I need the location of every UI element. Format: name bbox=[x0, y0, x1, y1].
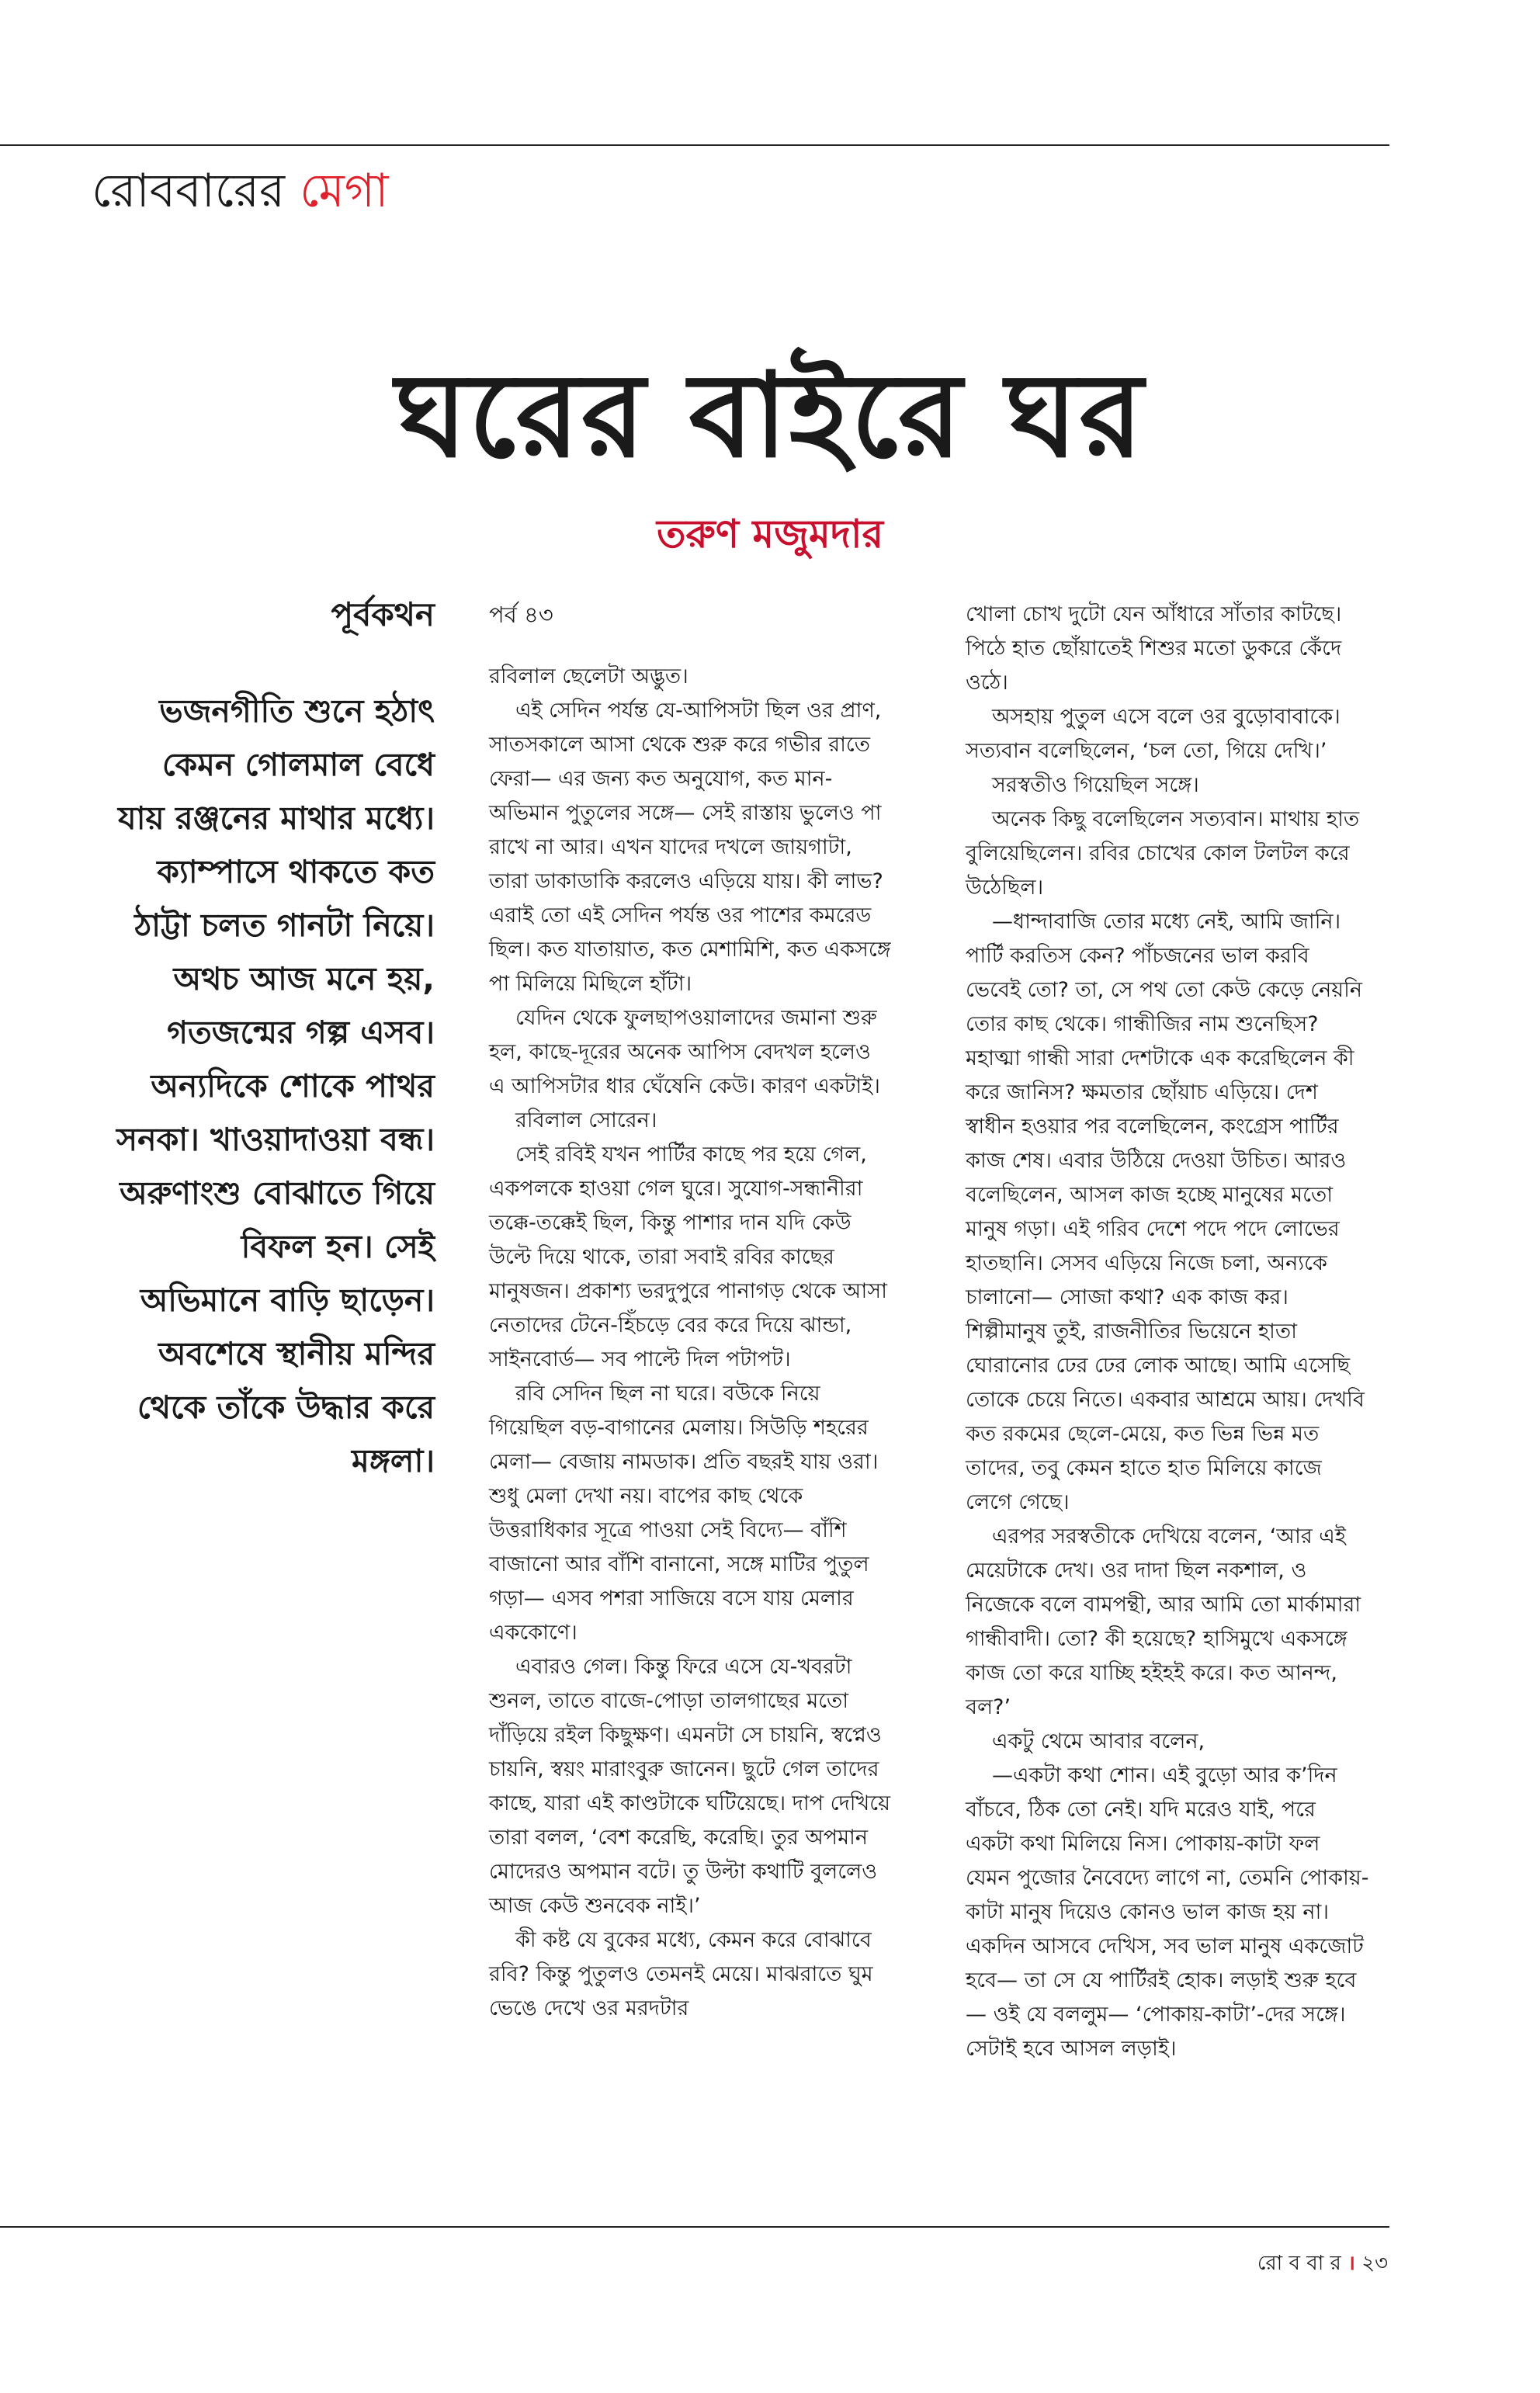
author-byline: তরুণ মজুমদার bbox=[656, 512, 884, 557]
paragraph: —ধান্দাবাজি তোর মধ্যে নেই, আমি জানি। পার্টি করতিস কেন? পাঁচজনের ভাল করবি ভেবেই তো? তা, সে পথ তো কেউ কেড়ে নেয়নি তোর কাছ থেকে। গান্ধীজির নাম শুনেছিস? মহাত্মা গান্ধী সারা দেশটাকে এক করেছিলেন কী করে জানিস? ক্ষমতার ছোঁয়াচ এড়িয়ে। দেশ স্বাধীন হওয়ার পর বলেছিলেন, কংগ্রেস পার্টির কাজ শেষ। এবার উঠিয়ে দেওয়া উচিত। আরও বলেছিলেন, আসল কাজ হচ্ছে মানুষের মতো মানুষ গড়া। এই গরিব দেশে পদে পদে লোভের হাতছানি। সেসব এড়িয়ে নিজে চলা, অন্যকে চালানো— সোজা কথা? এক কাজ কর। শিল্পীমানুষ তুই, রাজনীতির ভিয়েনে হাতা ঘোরানোর ঢের ঢের লোক আছে। আমি এসেছি তোকে চেয়ে নিতে। একবার আশ্রমে আয়। দেখবি কত রকমের ছেলে-মেয়ে, কত ভিন্ন ভিন্ন মত তাদের, তবু কেমন হাতে হাত মিলিয়ে কাজে লেগে গেছে। bbox=[966, 910, 1365, 1514]
bottom-rule bbox=[0, 2226, 1389, 2228]
masthead-main: রোববারের bbox=[92, 164, 286, 218]
article-column-middle bbox=[489, 598, 893, 2026]
paragraph: যেদিন থেকে ফুলছাপওয়ালাদের জমানা শুরু হল, কাছে-দূরের অনেক আপিস বেদখল হলেও এ আপিসটার ধার ঘেঁষেনি কেউ। কারণ একটাই। bbox=[489, 1006, 880, 1098]
paragraph: সেই রবিই যখন পার্টির কাছে পর হয়ে গেল, একপলকে হাওয়া গেল ঘুরে। সুযোগ-সন্ধানীরা তক্কে-তক্কেই ছিল, কিন্তু পাশার দান যদি কেউ উল্টে দিয়ে থাকে, তারা সবাই রবির কাছের মানুষজন। প্রকাশ্য ভরদুপুরে পানাগড় থেকে আসা নেতাদের টেনে-হিঁচড়ে বের করে দিয়ে ঝান্ডা, সাইনবোর্ড— সব পাল্টে দিল পটাপট। bbox=[489, 1143, 887, 1372]
paragraph: এবারও গেল। কিন্তু ফিরে এসে যে-খবরটা শুনল, তাতে বাজে-পোড়া তালগাছের মতো দাঁড়িয়ে রইল কিছুক্ষণ। এমনটা সে চায়নি, স্বপ্নেও চায়নি, স্বয়ং মারাংবুরু জানেন। ছুটে গেল তাদের কাছে, যারা এই কাণ্ডটাকে ঘটিয়েছে। দাপ দেখিয়ে তারা বলল, ‘বেশ করেছি, করেছি। তুর অপমান মোদেরও অপমান বটে। তু উল্টা কথাটি বুললেও আজ কেউ শুনবেক নাই।’ bbox=[489, 1655, 890, 1918]
paragraph: এই সেদিন পর্যন্ত যে-আপিসটা ছিল ওর প্রাণ, সাতসকালে আসা থেকে শুরু করে গভীর রাতে ফেরা— এর জন্য কত অনুযোগ, কত মান-অভিমান পুতুলের সঙ্গে— সেই রাস্তায় ভুলেও পা রাখে না আর। এখন যাদের দখলে জায়গাটা, তারা ডাকাডাকি করলেও এড়িয়ে যায়। কী লাভ? এরাই তো এই সেদিন পর্যন্ত ওর পাশের কমরেড ছিল। কত যাতায়াত, কত মেশামিশি, কত একসঙ্গে পা মিলিয়ে মিছিলে হাঁটা। bbox=[489, 699, 891, 996]
paragraph: রবিলাল ছেলেটা অদ্ভুত। bbox=[489, 664, 688, 688]
paragraph: অনেক কিছু বলেছিলেন সত্যবান। মাথায় হাত বুলিয়েছিলেন। রবির চোখের কোল টলটল করে উঠেছিল। bbox=[966, 807, 1360, 900]
section-masthead bbox=[92, 160, 389, 222]
paragraph: কী কষ্ট যে বুকের মধ্যে, কেমন করে বোঝাবে রবি? কিন্তু পুতুলও তেমনই মেয়ে। মাঝরাতে ঘুম ভেঙে দেখে ওর মরদটার bbox=[489, 1928, 873, 2020]
article-column-right bbox=[966, 598, 1369, 2066]
masthead-accent: মেগা bbox=[300, 164, 389, 218]
paragraph: এরপর সরস্বতীকে দেখিয়ে বলেন, ‘আর এই মেয়েটাকে দেখ। ওর দাদা ছিল নকশাল, ও নিজেকে বলে বামপন্থী, আর আমি তো মার্কামারা গান্ধীবাদী। তো? কী হয়েছে? হাসিমুখে একসঙ্গে কাজ তো করে যাচ্ছি হইহই করে। কত আনন্দ, বল?’ bbox=[966, 1524, 1361, 1719]
paragraph: রবি সেদিন ছিল না ঘরে। বউকে নিয়ে গিয়েছিল বড়-বাগানের মেলায়। সিউড়ি শহরের মেলা— বেজায় নামডাক। প্রতি বছরই যায় ওরা। শুধু মেলা দেখা নয়। বাপের কাছ থেকে উত্তরাধিকার সূত্রে পাওয়া সেই বিদ্যে— বাঁশি বাজানো আর বাঁশি বানানো, সঙ্গে মাটির পুতুল গড়া— এসব পশরা সাজিয়ে বসে যায় মেলার এককোণে। bbox=[489, 1382, 879, 1645]
paragraph: একটু থেমে আবার বলেন, bbox=[992, 1729, 1205, 1753]
folio-magazine-name: রো ব বা র bbox=[1257, 2252, 1341, 2275]
paragraph: —একটা কথা শোন। এই বুড়ো আর ক’দিন বাঁচবে, ঠিক তো নেই। যদি মরেও যাই, পরে একটা কথা মিলিয়ে নিস। পোকায়-কাটা ফল যেমন পুজোর নৈবেদ্যে লাগে না, তেমনি পোকায়-কাটা মানুষ দিয়েও কোনও ভাল কাজ হয় না। একদিন আসবে দেখিস, সব ভাল মানুষ একজোট হবে— তা সে যে পার্টিরই হোক। লড়াই শুরু হবে— ওই যে বললুম— ‘পোকায়-কাটা’-দের সঙ্গে। সেটাই হবে আসল লড়াই। bbox=[966, 1764, 1369, 2061]
page-folio bbox=[1257, 2249, 1388, 2277]
sidebar-title: পূর্বকথন bbox=[331, 595, 435, 633]
page-number: ২৩ bbox=[1361, 2252, 1388, 2275]
article-headline: ঘরের বাইরে ঘর bbox=[395, 347, 1145, 484]
part-number: পর্ব ৪৩ bbox=[489, 602, 553, 628]
paragraph: অসহায় পুতুল এসে বলে ওর বুড়োবাবাকে। সত্যবান বলেছিলেন, ‘চল তো, গিয়ে দেখি।’ bbox=[966, 705, 1341, 763]
paragraph: খোলা চোখ দুটো যেন আঁধারে সাঁতার কাটছে। পিঠে হাত ছোঁয়াতেই শিশুর মতো ডুকরে কেঁদে ওঠে। bbox=[966, 602, 1342, 695]
top-rule bbox=[0, 144, 1389, 146]
sidebar-text: ভজনগীতি শুনে হঠাৎ কেমন গোলমাল বেধে যায় রঞ্জনের মাথার মধ্যে। ক্যাম্পাসে থাকতে কত ঠাট্টা চলত গানটা নিয়ে। অথচ আজ মনে হয়, গতজন্মের গল্প এসব। অন্যদিকে শোকে পাথর সনকা। খাওয়াদাওয়া বন্ধ। অরুণাংশু বোঝাতে গিয়ে বিফল হন। সেই অভিমানে বাড়ি ছাড়েন। অবশেষে স্থানীয় মন্দির থেকে তাঁকে উদ্ধার করে মঙ্গলা। bbox=[116, 692, 435, 1479]
paragraph: সরস্বতীও গিয়েছিল সঙ্গে। bbox=[992, 773, 1199, 797]
folio-separator: । bbox=[1348, 2252, 1355, 2275]
sidebar-summary bbox=[116, 591, 435, 1488]
paragraph: রবিলাল সোরেন। bbox=[515, 1108, 657, 1132]
